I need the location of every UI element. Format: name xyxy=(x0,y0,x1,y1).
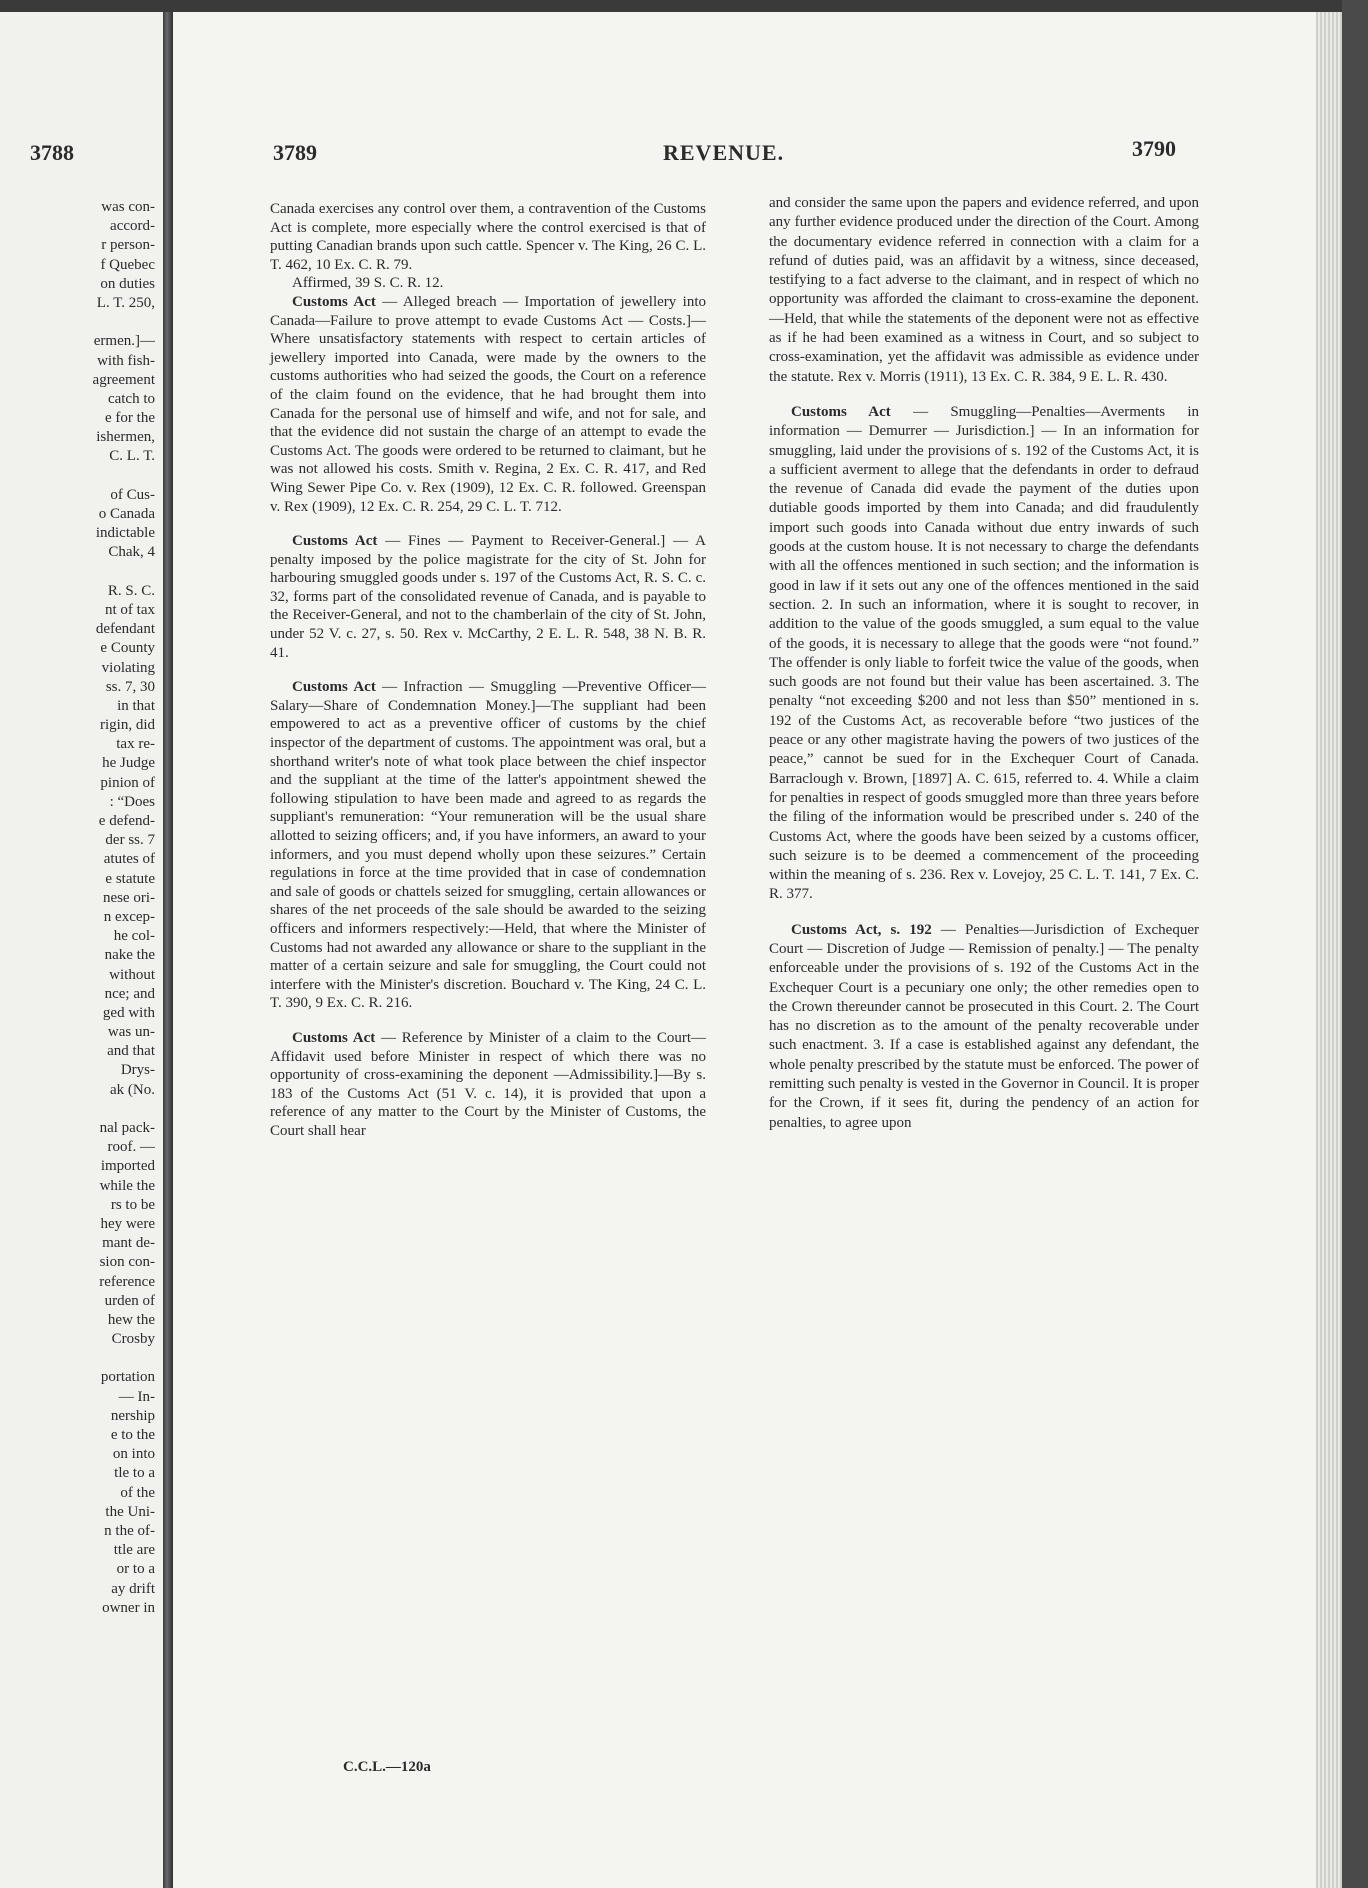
left-page-line: nake the xyxy=(104,947,155,964)
left-page-line: was un- xyxy=(107,1024,155,1041)
left-page-line: imported xyxy=(100,1158,155,1175)
entry-headword: Customs Act xyxy=(292,679,376,696)
left-page-line: of the xyxy=(120,1484,155,1501)
left-page-line: nt of tax xyxy=(105,601,155,618)
left-page-line: accord- xyxy=(110,218,155,235)
left-page-line: owner in xyxy=(102,1599,155,1616)
entry-headword: Customs Act xyxy=(791,403,891,420)
line-gap xyxy=(5,1349,155,1368)
left-page-line: nese ori- xyxy=(102,889,155,906)
scan-right-border xyxy=(1342,0,1368,1888)
left-page-line: ttle are xyxy=(113,1542,155,1559)
left-page-line: R. S. C. xyxy=(107,582,155,599)
left-page-line: nce; and xyxy=(104,985,155,1002)
left-page-line: L. T. 250, xyxy=(96,294,155,311)
entry-body: — Infraction — Smuggling —Preventive Officer—Salary—Share of Condemnation Money.]—The suppliant had been empowered to act as a preventive officer of customs by the chief inspector of the department of customs. The appointment was oral, but a shorthand writer's note of what took place between the chief inspector and the suppliant at the time of the latter's appointment shewed the following stipulation to have been made and agreed to as regards the suppliant's remuneration: “Your remuneration will be the usual share allotted to seizing officers; and, if you have informers, an award to your informers, and you must depend wholly upon these seizures.” Certain regulations in force at the time provided that in case of condemnation and sale of goods or chattels seized for smuggling, certain allowances or shares of the net proceeds of the sale should be awarded to the seizing officers and informers respectively:—Held, that where the Minister of Customs had not awarded any allowance or share to the suppliant in the matter of a certain seizure and sale for smuggling, the Court could not interfere with the Minister's discretion. Bouchard v. The King, 24 C. L. T. 390, 9 Ex. C. R. 216. xyxy=(270,679,707,1012)
left-page-line: f Quebec xyxy=(100,256,155,273)
left-page-line: e for the xyxy=(105,410,155,427)
left-page-line: without xyxy=(109,966,155,983)
left-page-line: the Uni- xyxy=(105,1503,155,1520)
left-page-line: o Canada xyxy=(98,506,155,522)
left-page-line: tax re- xyxy=(116,736,155,753)
entry-body: — Fines — Payment to Receiver-General.] — A penalty imposed by the police magistrate for the city of St. John for harbouring smuggled goods under s. 197 of the Customs Act, R. S. C. c. 32, forms part of the consolidated revenue of Canada, and is payable to the Receiver-General, and not to the chamberlain of the city of St. John, under 52 V. c. 27, s. 50. Rex v. McCarthy, 2 E. L. R. 548, 38 N. B. R. 41. xyxy=(270,533,706,661)
left-page-line: or to a xyxy=(116,1561,155,1578)
left-page-line: der ss. 7 xyxy=(105,832,155,849)
entry-body: — Reference by Minister of a claim to the Court—Affidavit used before Minister in respect of which there was no opportunity of cross-examining the deponent —Admissibility.]—By s. 183 of the Customs Act (51 V. c. 14), it is provided that upon a reference of any matter to the Court by the Minister of Customs, the Court shall hear xyxy=(270,1029,706,1139)
entry-smuggling xyxy=(769,403,1199,905)
entry-body: — Smuggling—Penalties—Averments in information — Demurrer — Jurisdiction.] — In an information for smuggling, laid under the provisions of s. 192 of the Customs Act, it is a sufficient averment to allege that the defendants in order to defraud the revenue of Canada did evade the payment of the duties upon dutiable goods imported by them into Canada; and did fraudulently import such goods into Canada without due entry inwards of such goods at the custom house. It is not necessary to charge the defendants with all the offences mentioned in such section; and the information is good in law if it sets out any one of the offences mentioned in the said section. 2. In such an information, where it is sought to recover, in addition to the value of the goods smuggled, a sum equal to the value of the goods, it is necessary to allege that the goods were “not found.” The offender is only liable to forfeit twice the value of the goods, when such goods are not found but their value has been ascertained. 3. The penalty “not exceeding $200 and not less than $50” mentioned in s. 192 of the Customs Act, as recoverable before “two justices of the peace or any other magistrate having the powers of two justices of the peace,” cannot be sued for in the Exchequer Court of Canada. Barraclough v. Brown, [1897] A. C. 615, referred to. 4. While a claim for penalties in respect of goods smuggled more than three years before the filing of the information would be prescribed under s. 240 of the Customs Act, where the goods have been seized by a customs officer, such seizure is to be deemed a commencement of the proceeding within the meaning of s. 236. Rex v. Lovejoy, 25 C. L. T. 141, 7 Ex. C. R. 377. xyxy=(769,403,1199,903)
entry-infraction xyxy=(270,678,706,1013)
left-page-line: ay drift xyxy=(111,1580,155,1597)
left-page-line: catch to xyxy=(107,390,155,407)
continued-paragraph: and consider the same upon the papers and evidence referred, and upon any further evidence produced under the direction of the Court. Among the documentary evidence referred in connection with a claim for a refund of duties paid, was an affidavit by a witness, since deceased, testifying to a fact adverse to the claimant, and in respect of which no opportunity was afforded the claimant to cross-examine the deponent.—Held, that while the statements of the deponent were not as effective as if he had been examined as a witness in Court, and so subject to cross-examination, yet the affidavit was admissible as evidence under the statute. Rex v. Morris (1911), 13 Ex. C. R. 384, 9 E. L. R. 430. xyxy=(769,195,1199,385)
left-page-line: mant de- xyxy=(102,1235,155,1252)
affirmed-note: Affirmed, 39 S. C. R. 12. xyxy=(292,275,444,292)
scan-top-border xyxy=(0,0,1368,12)
book-page-edges xyxy=(1316,12,1342,1888)
left-page-line: on duties xyxy=(100,275,155,292)
entry-headword: Customs Act xyxy=(292,293,376,310)
left-page-line: with fish- xyxy=(97,352,155,369)
left-page-line: e statute xyxy=(105,870,155,887)
left-page-text xyxy=(5,198,155,1618)
left-page-line: r person- xyxy=(101,237,155,254)
main-page xyxy=(173,12,1318,1888)
entry-headword: Customs Act xyxy=(292,533,378,550)
left-page-line: he col- xyxy=(113,928,155,945)
left-page-line: hew the xyxy=(107,1311,155,1328)
left-page-line: atutes of xyxy=(103,851,155,868)
left-page-line: reference xyxy=(99,1273,155,1290)
line-gap xyxy=(5,313,155,332)
left-page-line: nal pack- xyxy=(99,1120,155,1136)
entry-reference xyxy=(270,1029,706,1141)
line-gap xyxy=(5,1100,155,1119)
left-page-line: Crosby xyxy=(111,1331,155,1348)
continued-paragraph: Canada exercises any control over them, a contravention of the Customs Act is complete, more especially where the control exercised is that of putting Canadian brands upon such cattle. Spencer v. The King, 26 C. L. T. 462, 10 Ex. C. R. 79. xyxy=(270,201,706,273)
left-page-line: Drys- xyxy=(120,1062,155,1079)
entry-body: — Penalties—Jurisdiction of Exchequer Court — Discretion of Judge — Remission of penalty.] — The penalty enforceable under the provisions of s. 192 of the Customs Act in the Exchequer Court is a pecuniary one only; the other remedies open to the Crown thereunder cannot be prosecuted in this Court. 2. The Court has no discretion as to the amount of the penalty recoverable under such enactment. 3. If a case is established against any defendant, the whole penalty prescribed by the statute must be enforced. The power of remitting such penalty is vested in the Governor in Council. It is proper for the Crown, if it sees fit, during the pendency of an action for penalties, to agree upon xyxy=(769,921,1199,1131)
entry-headword: Customs Act xyxy=(292,1029,376,1046)
page-footer: C.C.L.—120a xyxy=(343,1759,431,1775)
left-page-line: C. L. T. xyxy=(109,448,155,465)
left-page-line: Chak, 4 xyxy=(108,544,155,561)
left-page-line: : “Does xyxy=(109,793,155,810)
left-page-line: rigin, did xyxy=(100,717,155,734)
left-page-line: sion con- xyxy=(99,1254,155,1271)
left-page-line: tle to a xyxy=(114,1465,155,1482)
entry-fines xyxy=(270,532,706,662)
page-title: REVENUE. xyxy=(663,140,785,165)
book-gutter xyxy=(163,12,173,1888)
left-page-line: n the of- xyxy=(104,1522,155,1539)
left-page-line: and that xyxy=(107,1043,155,1060)
page-number-right: 3790 xyxy=(1132,136,1176,161)
column-right xyxy=(769,194,1199,1133)
left-page-line: while the xyxy=(99,1177,155,1194)
entry-headword: Customs Act, s. 192 xyxy=(791,921,932,938)
entry-section-192 xyxy=(769,921,1199,1133)
left-page-line: urden of xyxy=(104,1292,155,1309)
entry-jewellery xyxy=(270,293,706,516)
left-page-line: violating xyxy=(101,659,155,676)
page-number-left: 3789 xyxy=(273,140,317,165)
left-page-line: he Judge xyxy=(102,755,155,772)
left-page-line: ss. 7, 30 xyxy=(105,678,155,695)
left-page-line: defendant xyxy=(95,621,155,638)
entry-body: — Alleged breach — Importation of jewellery into Canada—Failure to prove attempt to evade Customs Act — Costs.]—Where unsatisfactory statements with respect to certain articles of jewellery imported into Canada, were made by the owners to the customs authorities who had seized the goods, the Court on a reference of the claim found on the evidence, that he had brought them into Canada for the personal use of himself and wife, and not for sale, and that the evidence did not sustain the charge of an attempt to evade the Customs Act. The goods were ordered to be returned to claimant, but he was not allowed his costs. Smith v. Regina, 2 Ex. C. R. 417, and Red Wing Sewer Pipe Co. v. Rex (1909), 12 Ex. C. R. followed. Greenspan v. Rex (1909), 12 Ex. C. R. 254, 29 C. L. T. 712. xyxy=(270,293,707,515)
left-page-line: on into xyxy=(112,1446,155,1463)
left-page-line: agreement xyxy=(92,371,155,388)
left-page-line: e County xyxy=(100,640,155,657)
left-page-line: rs to be xyxy=(110,1196,155,1213)
left-page xyxy=(0,12,163,1888)
left-page-line: — In- xyxy=(118,1388,155,1405)
left-page-line: portation xyxy=(100,1369,155,1386)
left-page-line: in that xyxy=(117,697,155,714)
left-page-line: was con- xyxy=(101,199,155,215)
left-page-line: hey were xyxy=(100,1215,155,1232)
left-page-line: e defend- xyxy=(98,813,155,829)
column-left xyxy=(270,200,706,1141)
left-page-line: ermen.]— xyxy=(93,333,155,350)
left-page-line: ishermen, xyxy=(96,429,155,446)
left-page-line: roof. — xyxy=(107,1139,155,1156)
left-page-line: ged with xyxy=(102,1004,155,1021)
left-page-line: of Cus- xyxy=(110,486,155,503)
line-gap xyxy=(5,467,155,486)
line-gap xyxy=(5,563,155,582)
left-page-line: pinion of xyxy=(100,774,155,791)
left-page-line: indictable xyxy=(95,525,155,542)
left-page-line: ak (No. xyxy=(110,1081,155,1098)
left-page-line: nership xyxy=(110,1407,155,1424)
left-page-line: n excep- xyxy=(103,908,155,925)
left-page-number: 3788 xyxy=(30,140,74,165)
left-page-line: e to the xyxy=(110,1427,155,1443)
